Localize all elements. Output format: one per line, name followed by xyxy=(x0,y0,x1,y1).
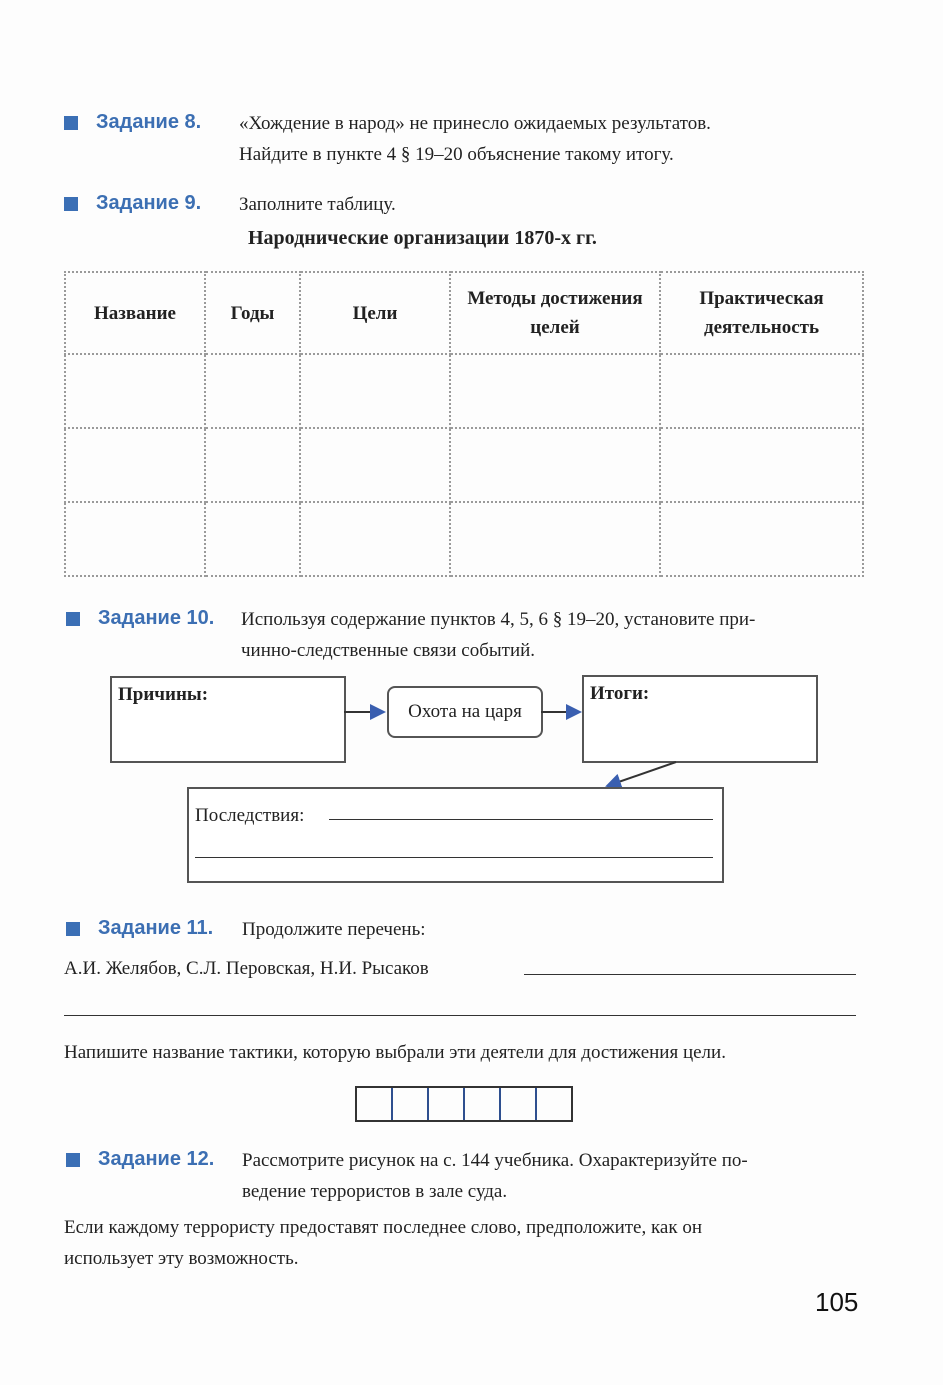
task-12-line-2: ведение террористов в зале суда. xyxy=(242,1181,508,1202)
col-header-goals: Цели xyxy=(300,272,450,354)
task-8-line-2: Найдите в пункте 4 § 19–20 объяснение такому итогу. xyxy=(239,144,674,165)
task-10-line-2: чинно-следственные связи событий. xyxy=(241,640,536,661)
task-12-para-line-1: Если каждому террористу предоставят последнее слово, предположите, как он xyxy=(64,1217,703,1238)
consequences-answer-line-1[interactable] xyxy=(329,819,713,820)
consequences-label: Последствия: xyxy=(195,805,305,826)
consequences-answer-line-2[interactable] xyxy=(195,857,713,858)
col-header-methods: Методы достижения целей xyxy=(450,272,660,354)
consequences-box xyxy=(187,787,724,883)
task-10-line-1: Используя содержание пунктов 4, 5, 6 § 19–20, установите при- xyxy=(241,609,756,630)
task-12-line-1: Рассмотрите рисунок на с. 144 учебника. Охарактеризуйте по- xyxy=(242,1150,748,1171)
tactic-answer-cells xyxy=(355,1086,573,1122)
task-9-label: Задание 9. xyxy=(96,192,202,214)
causes-label: Причины: xyxy=(118,684,209,705)
letter-cell[interactable] xyxy=(465,1088,501,1120)
tactic-question: Напишите название тактики, которую выбрали эти деятели для достижения цели. xyxy=(64,1042,726,1063)
page-number: 105 xyxy=(815,1287,859,1317)
letter-cell[interactable] xyxy=(537,1088,571,1120)
task-12-label: Задание 12. xyxy=(98,1148,215,1170)
event-box: Охота на царя xyxy=(387,686,543,738)
letter-cell[interactable] xyxy=(429,1088,465,1120)
letter-cell[interactable] xyxy=(501,1088,537,1120)
letter-cell[interactable] xyxy=(357,1088,393,1120)
list-answer-line-1[interactable] xyxy=(524,974,856,975)
arrow-icon xyxy=(607,762,676,786)
task-9-text: Заполните таблицу. xyxy=(239,194,396,215)
letter-cell[interactable] xyxy=(393,1088,429,1120)
task-8-line-1: «Хождение в народ» не принесло ожидаемых результатов. xyxy=(239,113,711,134)
list-answer-line-2[interactable] xyxy=(64,1015,856,1016)
task-11-text: Продолжите перечень: xyxy=(242,919,426,940)
col-header-activity: Практическая деятельность xyxy=(660,272,863,354)
task-11-list: А.И. Желябов, С.Л. Перовская, Н.И. Рысаков xyxy=(64,958,429,979)
square-bullet-icon xyxy=(66,922,80,936)
task-12-header xyxy=(66,1148,214,1171)
square-bullet-icon xyxy=(66,1153,80,1167)
task-12-para-line-2: использует эту возможность. xyxy=(64,1248,299,1269)
results-label: Итоги: xyxy=(590,683,650,704)
table-title: Народнические организации 1870-х гг. xyxy=(248,227,597,249)
col-header-years: Годы xyxy=(205,272,300,354)
col-header-name: Название xyxy=(65,272,205,354)
task-11-header xyxy=(66,917,213,940)
task-8-label: Задание 8. xyxy=(96,111,202,133)
task-11-label: Задание 11. xyxy=(98,917,214,939)
task-10-label: Задание 10. xyxy=(98,607,215,629)
